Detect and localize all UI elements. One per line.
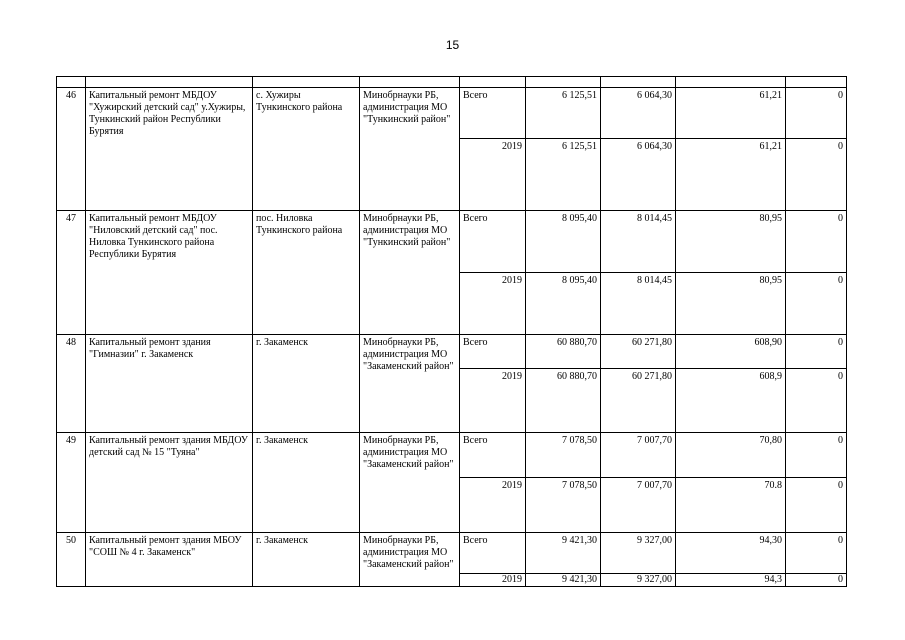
responsible-org: Минобрнауки РБ, администрация МО "Тункинский район" xyxy=(360,211,460,335)
table-row xyxy=(57,211,847,273)
regional-amount: 80,95 xyxy=(676,273,786,335)
header-cell xyxy=(601,77,676,88)
object-location: г. Закаменск xyxy=(253,433,360,533)
local-amount: 0 xyxy=(786,574,847,587)
regional-amount: 70.8 xyxy=(676,478,786,533)
row-number: 47 xyxy=(57,211,86,335)
local-amount: 0 xyxy=(786,478,847,533)
local-amount: 0 xyxy=(786,211,847,273)
total-amount: 8 095,40 xyxy=(526,273,601,335)
federal-amount: 60 271,80 xyxy=(601,369,676,433)
federal-amount: 8 014,45 xyxy=(601,211,676,273)
object-name: Капитальный ремонт МБДОУ "Ниловский детский сад" пос. Ниловка Тункинского района Республики Бурятия xyxy=(86,211,253,335)
total-amount: 7 078,50 xyxy=(526,478,601,533)
total-amount: 9 421,30 xyxy=(526,533,601,574)
row-number: 46 xyxy=(57,88,86,211)
header-cell xyxy=(86,77,253,88)
header-cell xyxy=(360,77,460,88)
period-label: 2019 xyxy=(460,478,526,533)
local-amount: 0 xyxy=(786,533,847,574)
header-cell xyxy=(676,77,786,88)
local-amount: 0 xyxy=(786,369,847,433)
federal-amount: 8 014,45 xyxy=(601,273,676,335)
total-amount: 60 880,70 xyxy=(526,335,601,369)
period-label: Всего xyxy=(460,335,526,369)
header-cell xyxy=(460,77,526,88)
federal-amount: 7 007,70 xyxy=(601,433,676,478)
period-label: Всего xyxy=(460,433,526,478)
responsible-org: Минобрнауки РБ, администрация МО "Закаменский район" xyxy=(360,335,460,433)
federal-amount: 60 271,80 xyxy=(601,335,676,369)
period-label: Всего xyxy=(460,533,526,574)
responsible-org: Минобрнауки РБ, администрация МО "Закаменский район" xyxy=(360,433,460,533)
object-name: Капитальный ремонт здания МБДОУ детский сад № 15 "Туяна" xyxy=(86,433,253,533)
local-amount: 0 xyxy=(786,335,847,369)
object-name: Капитальный ремонт здания МБОУ "СОШ № 4 г. Закаменск" xyxy=(86,533,253,587)
total-amount: 6 125,51 xyxy=(526,139,601,211)
local-amount: 0 xyxy=(786,139,847,211)
federal-amount: 6 064,30 xyxy=(601,88,676,139)
object-location: пос. Ниловка Тункинского района xyxy=(253,211,360,335)
federal-amount: 6 064,30 xyxy=(601,139,676,211)
total-amount: 6 125,51 xyxy=(526,88,601,139)
period-label: 2019 xyxy=(460,273,526,335)
total-amount: 60 880,70 xyxy=(526,369,601,433)
total-amount: 8 095,40 xyxy=(526,211,601,273)
regional-amount: 61,21 xyxy=(676,139,786,211)
object-location: г. Закаменск xyxy=(253,533,360,587)
row-number: 49 xyxy=(57,433,86,533)
page-number: 15 xyxy=(445,38,460,52)
regional-amount: 80,95 xyxy=(676,211,786,273)
period-label: Всего xyxy=(460,88,526,139)
object-name: Капитальный ремонт МБДОУ "Хужирский детский сад" у.Хужиры, Тункинский район Республики Бурятия xyxy=(86,88,253,211)
header-cell xyxy=(253,77,360,88)
table-row xyxy=(57,88,847,139)
table-row xyxy=(57,433,847,478)
local-amount: 0 xyxy=(786,88,847,139)
local-amount: 0 xyxy=(786,273,847,335)
regional-amount: 61,21 xyxy=(676,88,786,139)
period-label: 2019 xyxy=(460,574,526,587)
responsible-org: Минобрнауки РБ, администрация МО "Тункинский район" xyxy=(360,88,460,211)
federal-amount: 7 007,70 xyxy=(601,478,676,533)
local-amount: 0 xyxy=(786,433,847,478)
period-label: 2019 xyxy=(460,369,526,433)
responsible-org: Минобрнауки РБ, администрация МО "Закаменский район" xyxy=(360,533,460,587)
federal-amount: 9 327,00 xyxy=(601,574,676,587)
federal-amount: 9 327,00 xyxy=(601,533,676,574)
header-cell xyxy=(526,77,601,88)
object-location: г. Закаменск xyxy=(253,335,360,433)
period-label: Всего xyxy=(460,211,526,273)
table-row xyxy=(57,533,847,574)
regional-amount: 94,30 xyxy=(676,533,786,574)
regional-amount: 608,90 xyxy=(676,335,786,369)
table-header-row xyxy=(57,77,847,88)
total-amount: 7 078,50 xyxy=(526,433,601,478)
period-label: 2019 xyxy=(460,139,526,211)
row-number: 48 xyxy=(57,335,86,433)
table-row xyxy=(57,335,847,369)
row-number: 50 xyxy=(57,533,86,587)
object-location: с. Хужиры Тункинского района xyxy=(253,88,360,211)
header-cell xyxy=(57,77,86,88)
regional-amount: 94,3 xyxy=(676,574,786,587)
total-amount: 9 421,30 xyxy=(526,574,601,587)
object-name: Капитальный ремонт здания "Гимназии" г. Закаменск xyxy=(86,335,253,433)
regional-amount: 70,80 xyxy=(676,433,786,478)
projects-table xyxy=(56,76,847,587)
regional-amount: 608,9 xyxy=(676,369,786,433)
header-cell xyxy=(786,77,847,88)
